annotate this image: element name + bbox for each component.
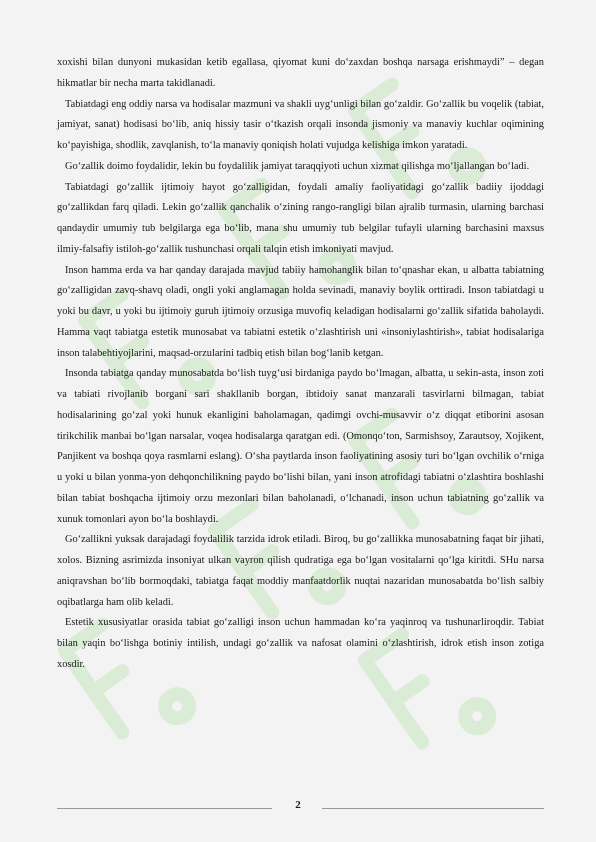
body-text — [57, 53, 544, 676]
footer-divider-right — [322, 808, 544, 809]
paragraph: xoxishi bilan dunyoni mukasidan ketib egallasa, qiyomat kuni do‘zaxdan boshqa narsaga erishmaydi” – degan hikmatlar bir necha marta takidlanadi. — [57, 57, 544, 89]
paragraph: Estetik xususiyatlar orasida tabiat go‘zalligi inson uchun hammadan ko‘ra yaqinroq va tushunarliroqdir. Tabiat bilan yaqin bo‘lishga botiniy intilish, undagi go‘zallik va nafosat olamini o‘zlashtirish, idrok etish inson zotiga xosdir. — [57, 617, 544, 670]
paragraph: Go‘zallik doimo foydalidir, lekin bu foydalilik jamiyat taraqqiyoti uchun xizmat qilishga mo‘ljallangan bo‘ladi. — [65, 160, 530, 172]
paragraph: Insonda tabiatga qanday munosabatda bo‘lish tuyg‘usi birdaniga paydo bo‘lmagan, albatta, u sekin-asta, inson zoti va tabiati rivojlanib borgani sari shakllanib borgan, ibtidoiy sanat manzarali tasvirlarni bilmagan, tabiat hodisalarining go‘zal yoki hunuk ekanligini baholamagan, qadimgi ovchi-musavvir o‘z diqqat etiborini asosan tirikchilik manbai bo‘lgan narsalar, voqea hodisalarga qaratgan edi. (Omonqo‘ton, Sarmishsoy, Zarautsoy, Xojikent, Panjikent va boshqa qoya rasmlarni eslang). O‘sha paytlarda inson faoliyatining asosiy turi bo‘lgan ovchilik o‘rniga u yoki u bilan yonma-yon dehqonchilikning paydo bo‘lishi bilan, yani inson atrofidagi tabiatni o‘zlashtira boshlashi bilan tabiat boshqacha ijtimoiy orzu mezonlari bilan baholanadi, o‘lchanadi, inson uchun tabiatning go‘zallik va xunuk tomonlari ayon bo‘la boshlaydi. — [57, 368, 544, 525]
page-number: 2 — [295, 799, 301, 811]
paragraph: Tabiatdagi eng oddiy narsa va hodisalar mazmuni va shakli uyg‘unligi bilan go‘zaldir. Go‘zallik bu voqelik (tabiat, jamiyat, sanat) hodisasi bo‘lib, aniq hissiy tasir o‘tkazish orqali insonda jismoniy va manaviy kuchlar oqimining ko‘payishiga, shodlik, zavqlanish, to‘la manaviy qoniqish holati vujudga kelishiga imkon yaratadi. — [57, 98, 544, 151]
paragraph: Tabiatdagi go‘zallik ijtimoiy hayot go‘zalligidan, foydali amaliy faoliyatidagi go‘zallik badiiy ijoddagi go‘zallikdan farq qiladi. Lekin go‘zallik qanchalik o‘zining rango-rangligi bilan ajralib turmasin, ularning barchasi qandaydir umumiy tub belgilarga ega bo‘lib, mana shu umumiy tub belgilar tufayli ularning barchasini maxsus ilmiy-falsafiy istiloh-go‘zallik tushunchasi orqali talqin etish imkoniyati mavjud. — [57, 181, 544, 255]
paragraph: Go‘zallikni yuksak darajadagi foydalilik tarzida idrok etiladi. Biroq, bu go‘zallikka munosabatning faqat bir jihati, xolos. Bizning asrimizda insoniyat ulkan vayron qilish qudratiga ega bo‘lgan vositalarni qo‘lga kiritdi. SHu narsa aniqravshan bo‘lib bormoqdaki, tabiatga faqat moddiy manfaatdorlik nuqtai nazaridan munosabatda bo‘lish salbiy oqibatlarga ham olib keladi. — [57, 534, 544, 608]
paragraph: Inson hamma erda va har qanday darajada mavjud tabiiy hamohanglik bilan to‘qnashar ekan, u albatta tabiatning go‘zalligidan zavq-shavq oladi, ongli yoki anglamagan holda sevinadi, manaviy boylik orttiradi. Inson tabiatdagi u yoki bu davr, u yoki bu ijtimoiy guruh ijtimoiy orzusiga muvofiq keladigan hodisalarni go‘zallik sifatida baholaydi. Hamma vaqt tabiatga estetik munosabat va tabiatni estetik o‘zlashtirish uni «insoniylashtirish», tabiat hodisalariga inson talabehtiyojlarini, maqsad-orzularini tadbiq etish bilan bog‘lanib ketgan. — [57, 264, 544, 359]
footer-divider-left — [57, 808, 272, 809]
